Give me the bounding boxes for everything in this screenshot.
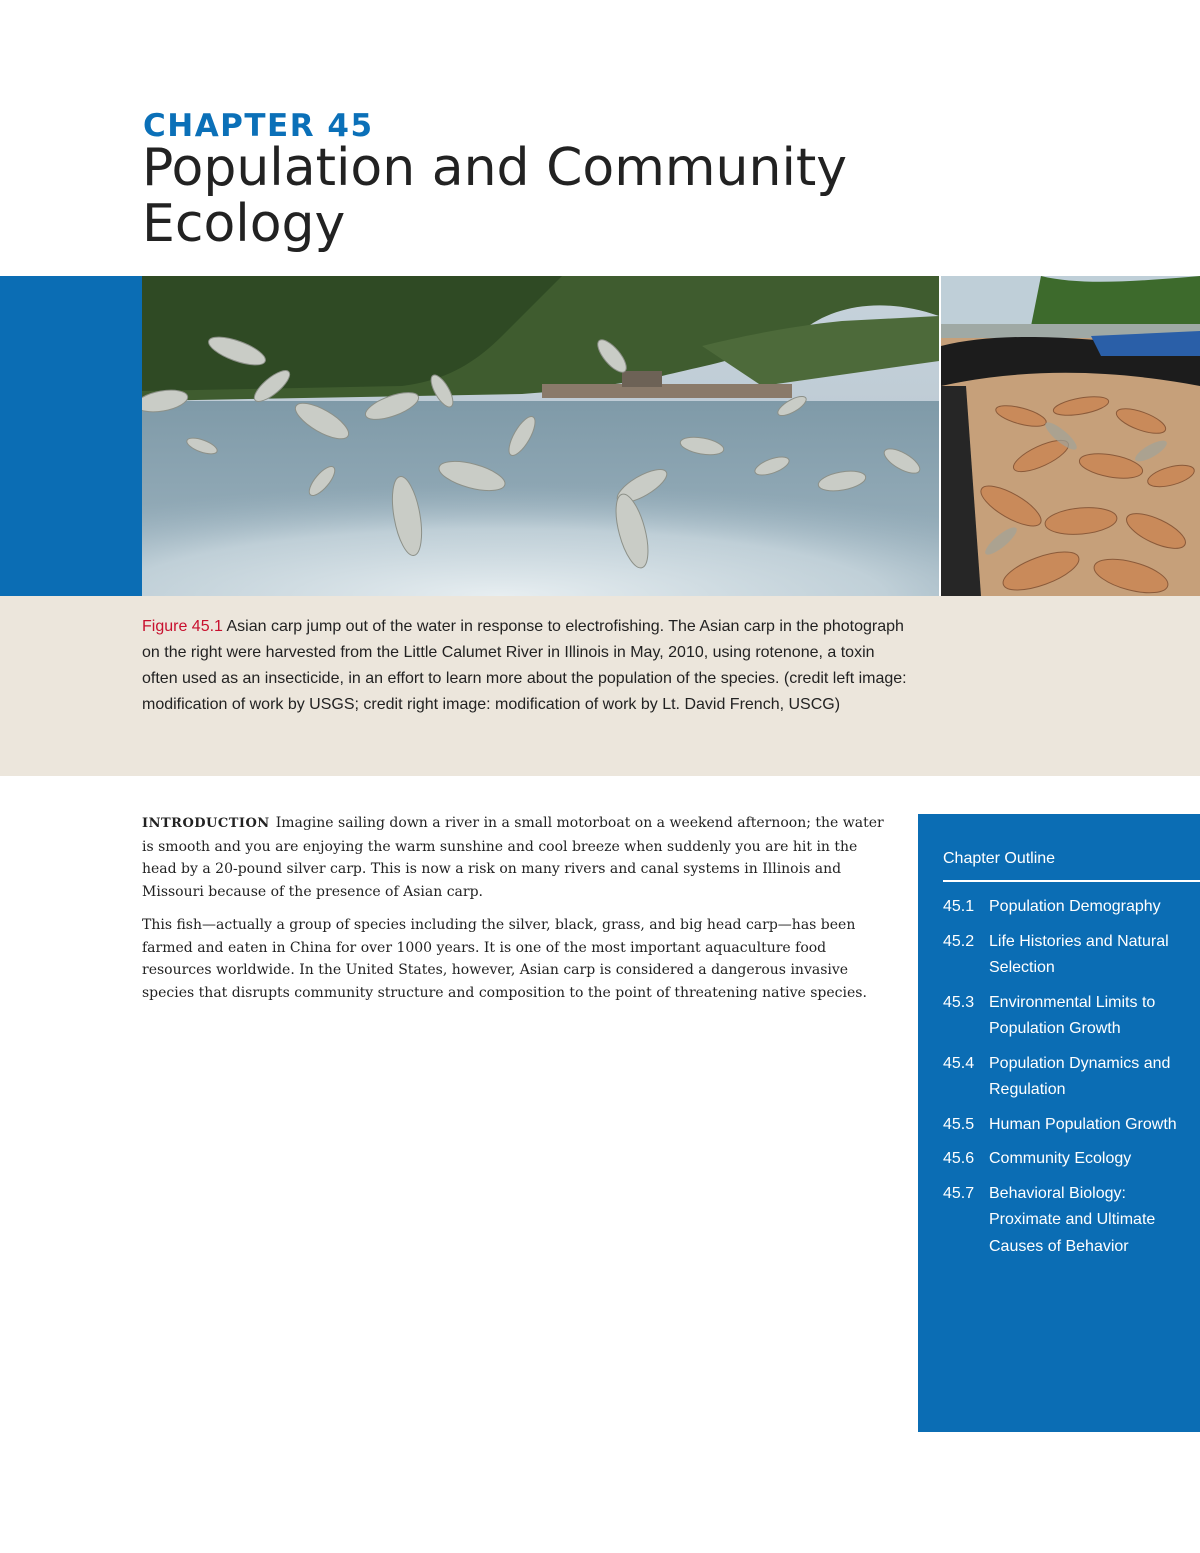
accent-bar xyxy=(0,276,142,596)
outline-item-label: Population Dynamics and Regulation xyxy=(989,1054,1171,1098)
outline-item-number: 45.5 xyxy=(943,1115,975,1133)
outline-item-label: Life Histories and Natural Selection xyxy=(989,932,1169,976)
intro-paragraph-2: This fish—actually a group of species including the silver, black, grass, and big head carp—has been farmed and eaten in China for over 1000 years. It is one of the most important aquaculture food resources worldwide. In the United States, however, Asian carp is considered a dangerous invasive species that disrupts community structure and composition to the point of threatening native species. xyxy=(142,917,867,1001)
outline-item-label: Human Population Growth xyxy=(989,1115,1177,1133)
intro-paragraph-1-text: Imagine sailing down a river in a small motorboat on a weekend afternoon; the water is smooth and you are enjoying the warm sunshine and cool breeze when suddenly you are hit in the head by a 20-pound silver carp. This is now a risk on many rivers and canal systems in Illinois and Missouri because of the presence of Asian carp. xyxy=(142,815,884,900)
outline-item-number: 45.3 xyxy=(943,993,975,1011)
chapter-label: CHAPTER 45 xyxy=(143,108,374,144)
outline-item-45-2[interactable] xyxy=(943,929,1183,982)
intro-paragraph-1 xyxy=(142,812,887,903)
outline-item-45-1[interactable] xyxy=(943,894,1183,921)
outline-item-45-3[interactable] xyxy=(943,990,1183,1043)
outline-item-number: 45.2 xyxy=(943,932,975,950)
chapter-outline xyxy=(918,814,1200,1432)
outline-item-45-7[interactable] xyxy=(943,1181,1183,1261)
outline-item-label: Community Ecology xyxy=(989,1150,1132,1167)
carp-jumping-photo xyxy=(142,276,939,596)
outline-item-label: Population Demography xyxy=(989,898,1161,915)
outline-list xyxy=(943,894,1183,1268)
outline-item-45-6[interactable] xyxy=(943,1146,1183,1173)
harvested-carp-photo xyxy=(941,276,1200,596)
outline-item-number: 45.7 xyxy=(943,1184,975,1202)
outline-item-number: 45.6 xyxy=(943,1150,975,1167)
figure-caption xyxy=(142,614,912,718)
outline-item-number: 45.4 xyxy=(943,1054,975,1072)
outline-item-label: Environmental Limits to Population Growth xyxy=(989,993,1156,1037)
outline-divider xyxy=(943,880,1200,882)
outline-item-number: 45.1 xyxy=(943,898,975,915)
outline-title: Chapter Outline xyxy=(943,850,1056,867)
outline-item-label: Behavioral Biology: Proximate and Ultimate Causes of Behavior xyxy=(989,1184,1156,1255)
intro-lead: INTRODUCTION xyxy=(142,816,270,831)
figure-label: Figure 45.1 xyxy=(142,618,223,635)
figure-caption-text: Asian carp jump out of the water in response to electrofishing. The Asian carp in the photograph on the right were harvested from the Little Calumet River in Illinois in May, 2010, using rotenone, a toxin often used as an insecticide, in an effort to learn more about the population of the species. (credit left image: modification of work by USGS; credit right image: modification of work by Lt. David French, USCG) xyxy=(142,618,907,713)
introduction xyxy=(142,812,887,1015)
outline-item-45-4[interactable] xyxy=(943,1051,1183,1104)
page-title: Population and Community Ecology xyxy=(142,138,848,254)
outline-item-45-5[interactable] xyxy=(943,1112,1183,1139)
